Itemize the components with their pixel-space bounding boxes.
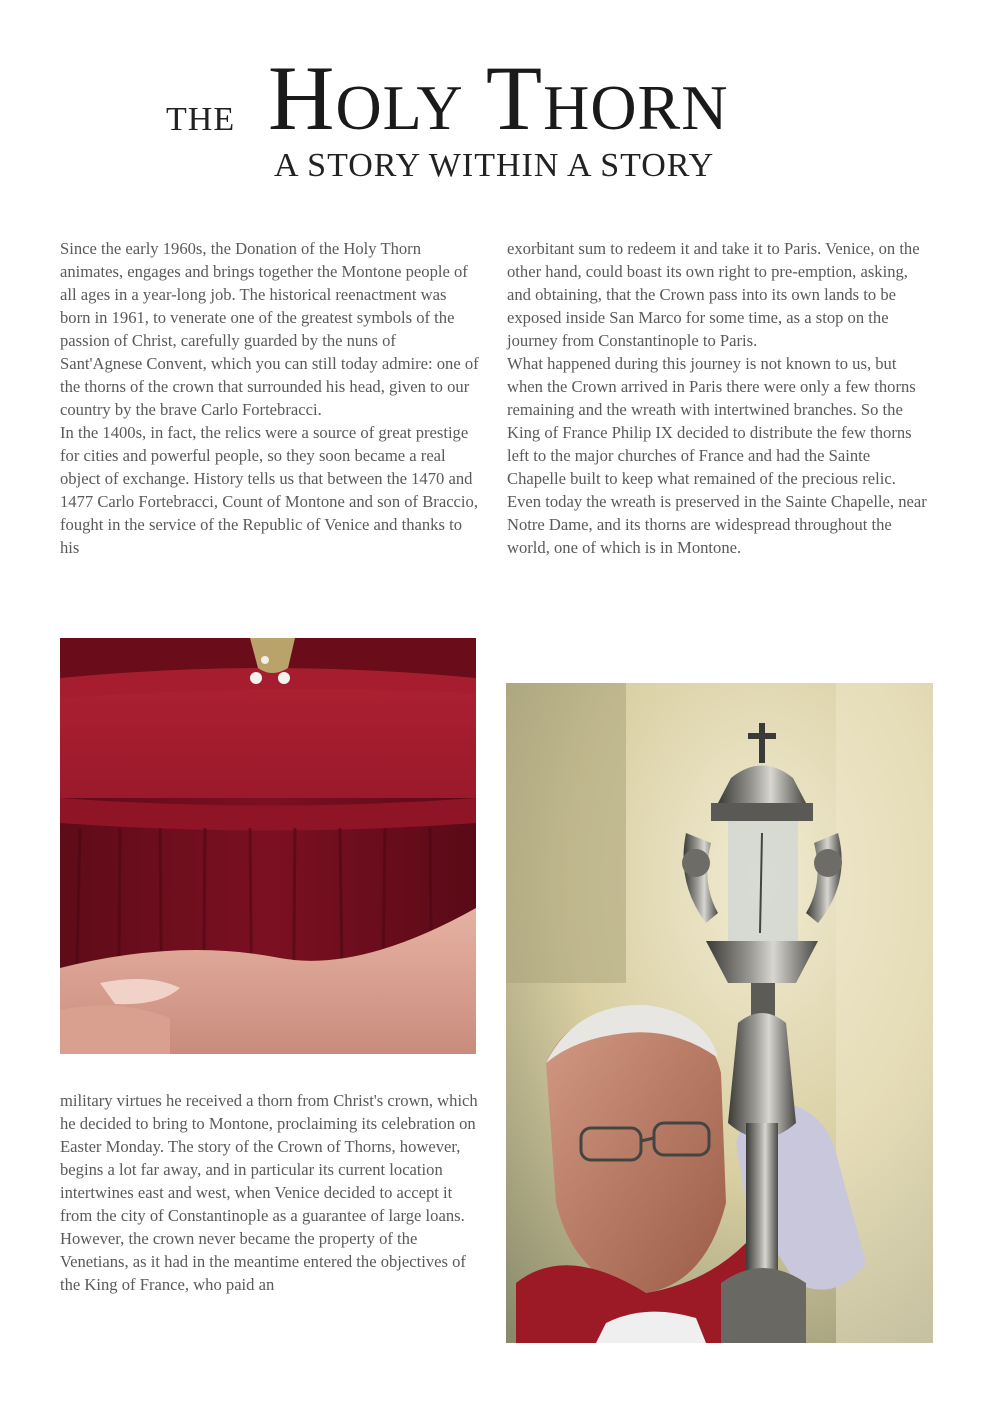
article-column-left-top bbox=[60, 237, 480, 559]
article-column-right-top bbox=[507, 237, 929, 559]
paragraph: In the 1400s, in fact, the relics were a source of great prestige for cities and powerful people, so they soon became a real object of exchange. History tells us that between the 1470 and 1477 Carlo Fortebracci, Count of Montone and son of Braccio, fought in the service of the Republic of Venice and thanks to his bbox=[60, 423, 478, 557]
page-title: Holy Thorn bbox=[268, 47, 729, 149]
paragraph: Since the early 1960s, the Donation of the Holy Thorn animates, engages and brings together the Montone people of all ages in a year-long job. The historical reenactment was born in 1961, to venerate one of the greatest symbols of the passion of Christ, carefully guarded by the nuns of Sant'Agnese Convent, which you can still today admire: one of the thorns of the crown that surrounded his head, given to our country by the brave Carlo Fortebracci. bbox=[60, 239, 479, 419]
photo-reliquary-procession bbox=[506, 683, 933, 1343]
paragraph: exorbitant sum to redeem it and take it to Paris. Venice, on the other hand, could boast its own right to pre-emption, asking, and obtaining, that the Crown pass into its own lands to be exposed inside San Marco for some time, as a stop on the journey from Constantinople to Paris. bbox=[507, 239, 920, 350]
photo-red-velvet-cushion bbox=[60, 638, 476, 1054]
article-column-left-bottom bbox=[60, 1089, 480, 1296]
paragraph: military virtues he received a thorn from Christ's crown, which he decided to bring to Montone, proclaiming its celebration on Easter Monday. The story of the Crown of Thorns, however, begins a lot far away, and in particular its current location intertwines east and west, when Venice decided to accept it from the city of Constantinople as a guarantee of large loans. bbox=[60, 1091, 478, 1225]
paragraph: However, the crown never became the property of the Venetians, as it had in the meantime entered the objectives of the King of France, who paid an bbox=[60, 1229, 466, 1294]
page-subtitle: A STORY WITHIN A STORY bbox=[274, 147, 715, 184]
title-prefix: THE bbox=[166, 101, 236, 138]
paragraph: What happened during this journey is not known to us, but when the Crown arrived in Paris there were only a few thorns remaining and the wreath with intertwined branches. So the King of France Philip IX decided to distribute the few thorns left to the major churches of France and had the Sainte Chapelle built to keep what remained of the precious relic. Even today the wreath is preserved in the Sainte Chapelle, near Notre Dame, and its thorns are widespread throughout the world, one of which is in Montone. bbox=[507, 354, 927, 557]
